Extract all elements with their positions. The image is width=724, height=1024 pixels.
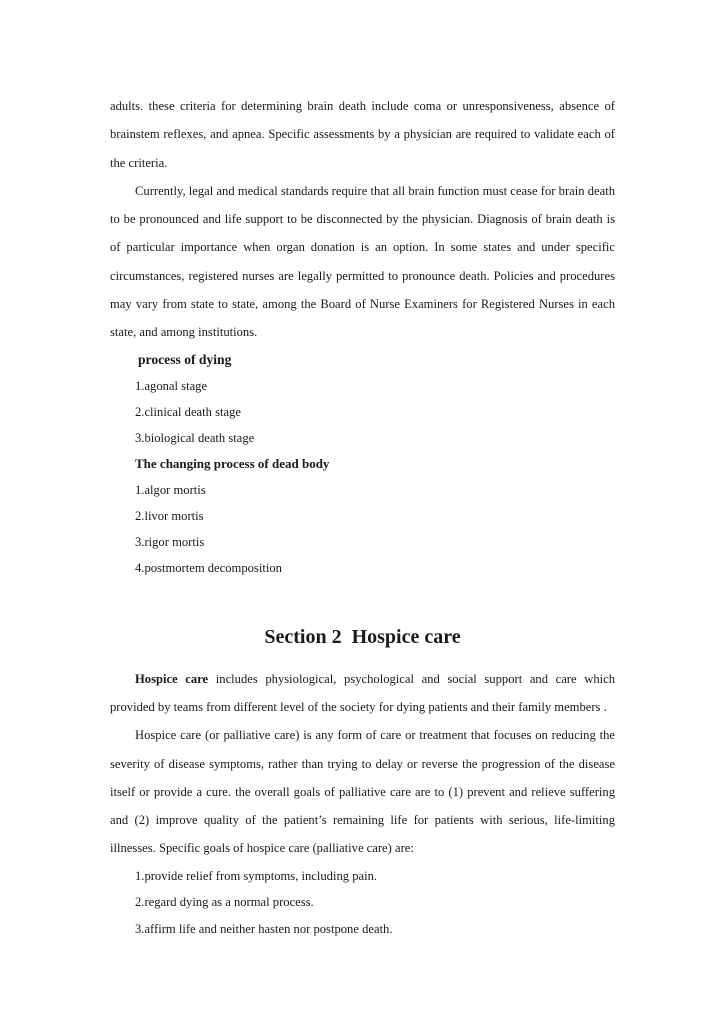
list-item: 3.affirm life and neither hasten nor postpone death.	[135, 921, 393, 936]
list-hospice-goals	[110, 863, 615, 943]
document-page	[110, 92, 615, 942]
list-dead-body-changes	[110, 477, 615, 581]
list-item: 3.rigor mortis	[135, 534, 205, 549]
list-item: 1.provide relief from symptoms, including pain.	[135, 868, 378, 883]
paragraph-legal-standards: Currently, legal and medical standards require that all brain function must cease for brain death to be pronounced and life support to be disconnected by the physician. Diagnosis of brain death is of particular importance when organ donation is an option. In some states and under specific circumstances, registered nurses are legally permitted to pronounce death. Policies and procedures may vary from state to state, among the Board of Nurse Examiners for Registered Nurses in each state, and among institutions.	[110, 183, 615, 340]
list-item: 3.biological death stage	[135, 430, 255, 445]
list-item: 1.agonal stage	[135, 378, 208, 393]
paragraph-brain-death-criteria: adults. these criteria for determining brain death include coma or unresponsiveness, absence of brainstem reflexes, and apnea. Specific assessments by a physician are required to validate each of the criteria.	[110, 99, 615, 170]
list-item: 2.clinical death stage	[135, 404, 241, 419]
list-item: 2.livor mortis	[135, 508, 204, 523]
list-item: 1.algor mortis	[135, 482, 206, 497]
hospice-intro-text: includes physiological, psychological and social support and care which provided by teams from different level of the society for dying patients and their family members .	[110, 671, 615, 714]
section-title: Section 2 Hospice care	[264, 625, 461, 648]
term-hospice-care: Hospice care	[135, 671, 209, 686]
paragraph-palliative-care: Hospice care (or palliative care) is any form of care or treatment that focuses on reducing the severity of disease symptoms, rather than trying to delay or reverse the progression of the disease itself or provide a cure. the overall goals of palliative care are to (1) prevent and relieve suffering and (2) improve quality of the patient’s remaining life for patients with serious, life-limiting illnesses. Specific goals of hospice care (palliative care) are:	[110, 728, 615, 856]
list-process-of-dying	[110, 373, 615, 451]
paragraph-hospice-intro	[110, 665, 615, 722]
list-item: 2.regard dying as a normal process.	[135, 895, 314, 910]
heading-process-of-dying: process of dying	[138, 351, 232, 367]
list-item: 4.postmortem decomposition	[135, 560, 282, 575]
heading-dead-body-changes: The changing process of dead body	[135, 455, 330, 471]
